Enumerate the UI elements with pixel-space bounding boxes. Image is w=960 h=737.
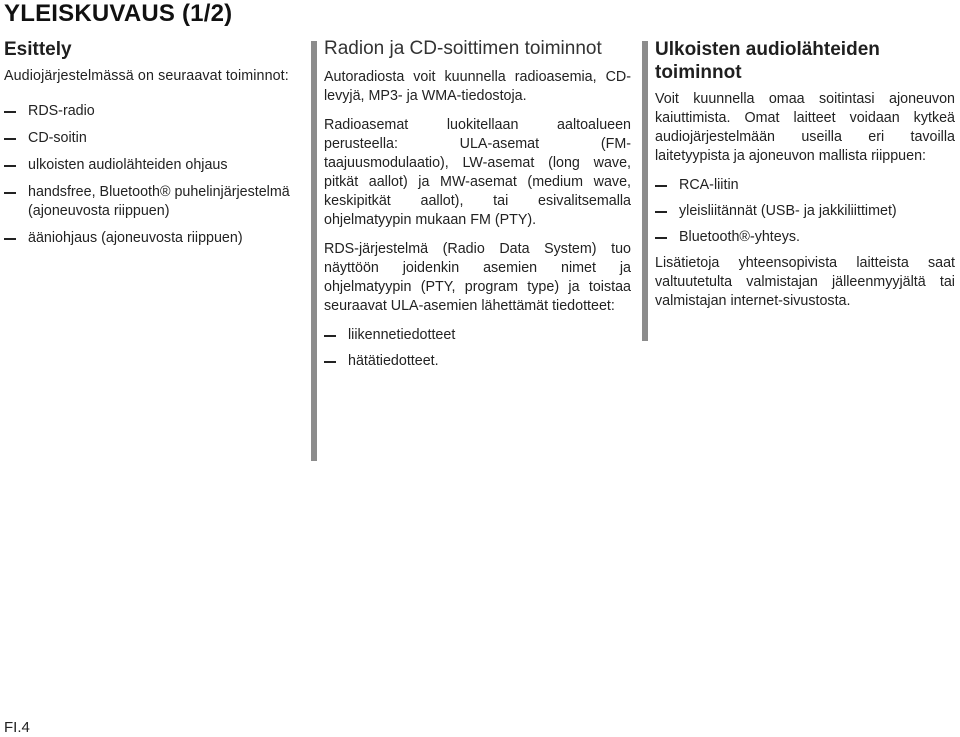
list-item: liikennetiedotteet <box>324 326 631 345</box>
list-item: hätätiedotteet. <box>324 352 631 371</box>
radio-list <box>324 326 631 371</box>
list-item: CD-soitin <box>4 129 296 148</box>
external-heading: Ulkoisten audiolähteiden toiminnot <box>655 39 880 83</box>
external-paragraph-2: Lisätietoja yhteensopivista laitteista saat valtuutetulta valmistajan jälleenmyyjältä tai valmistajan internet-sivustosta. <box>655 255 955 309</box>
list-item: RDS-radio <box>4 102 296 121</box>
external-paragraph-1: Voit kuunnella omaa soitintasi ajoneuvon kaiuttimista. Omat laitteet voidaan kytkeä audiojärjestelmään useilla eri tavoilla laitetyypista ja ajoneuvon mallista riippuen: <box>655 91 955 164</box>
section-divider-bar <box>642 41 648 341</box>
radio-paragraph-2: Radioasemat luokitellaan aaltoalueen perusteella: ULA-asemat (FM-taajuusmodulaatio), LW-asemat (long wave, pitkät aallot) ja MW-asemat (medium wave, keskipitkät aallot), tai esivalitsemalla ohjelmatyypin mukaan FM (PTY). <box>324 117 631 228</box>
list-item: ääniohjaus (ajoneuvosta riippuen) <box>4 229 296 248</box>
page-number: FI.4 <box>4 719 30 736</box>
list-item: Bluetooth®-yhteys. <box>655 228 955 247</box>
external-list <box>655 176 955 247</box>
intro-list <box>4 102 296 248</box>
page-title: YLEISKUVAUS (1/2) <box>4 0 233 27</box>
radio-paragraph-3: RDS-järjestelmä (Radio Data System) tuo näyttöön joidenkin asemien nimet ja ohjelmatyypin (PTY, program type) ja toistaa seuraavat ULA-asemien lähettämät tiedotteet: <box>324 241 631 314</box>
intro-section <box>4 38 296 256</box>
radio-heading: Radion ja CD-soittimen toiminnot <box>324 38 602 59</box>
list-item: ulkoisten audiolähteiden ohjaus <box>4 156 296 175</box>
radio-section <box>324 38 631 378</box>
list-item: RCA-liitin <box>655 176 955 195</box>
section-divider-bar <box>311 41 317 461</box>
list-item: yleisliitännät (USB- ja jakkiliittimet) <box>655 202 955 221</box>
intro-heading: Esittely <box>4 39 72 60</box>
intro-paragraph: Audiojärjestelmässä on seuraavat toiminnot: <box>4 68 289 84</box>
external-section <box>655 38 955 321</box>
radio-paragraph-1: Autoradiosta voit kuunnella radioasemia, CD-levyjä, MP3- ja WMA-tiedostoja. <box>324 69 631 104</box>
list-item: handsfree, Bluetooth® puhelinjärjestelmä (ajoneuvosta riippuen) <box>4 183 296 221</box>
